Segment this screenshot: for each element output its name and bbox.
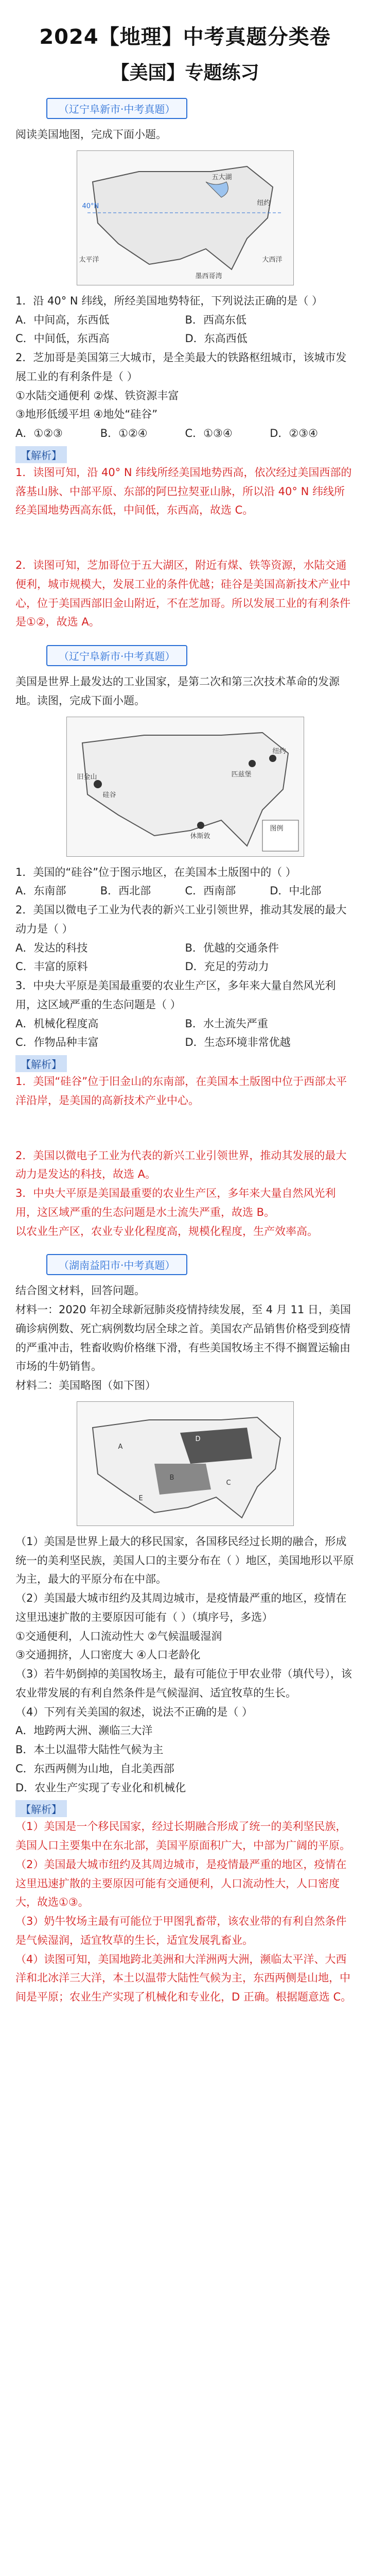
us-map-2 — [66, 717, 304, 857]
options-2-2b — [15, 957, 355, 976]
options-1-2c — [15, 424, 355, 443]
answer-2-2: 2．美国以微电子工业为代表的新兴工业引领世界，推动其发展的最大动力是发达的科技，故选 A。 — [15, 1149, 347, 1181]
answer-3-2: （2）美国最大城市纽约及其周边城市，是疫情最严重的地区，疫情在这里迅速扩散的主要原因可能有交通便利，人口流动性大，人口密度大，故选①③。 — [15, 1858, 347, 1909]
map-region-b: B — [169, 1473, 174, 1482]
option: D．农业生产实现了专业化和机械化 — [15, 1781, 186, 1794]
question-3-4: （4）下列有关美国的叙述，说法不正确的是（ ） — [15, 1705, 253, 1718]
option: B．水土流失严重 — [185, 1017, 268, 1030]
question-3 — [0, 1241, 370, 2007]
question-2-3: 3．中央大平原是美国最重要的农业生产区，多年来大量自然风光利用，这区域严重的生态问题是（ ） — [15, 979, 336, 1011]
answer-1-2: 2．读图可知，芝加哥位于五大湖区，附近有煤、铁等资源，水陆交通便利，城市规模大，发展工业的条件优越；硅谷是美国高新技术产业中心，位于美国西部旧金山附近，不在芝加哥。所以发展工业的有利条件是①②，故选 A。 — [15, 559, 350, 629]
us-industry-map — [67, 717, 304, 856]
map-label-newyork: 纽约 — [272, 747, 286, 755]
header — [0, 0, 370, 84]
options-1-2a: ①水陆交通便利 ②煤、铁资源丰富 — [15, 389, 179, 402]
us-map-3 — [77, 1401, 294, 1526]
option: D．东高西低 — [185, 332, 248, 345]
answer-1-1: 1．读图可知，沿 40° N 纬线所经美国地势西高，依次经过美国西部的落基山脉、中部平原、东部的阿巴拉契亚山脉，所以沿 40° N 纬线所经美国地势西高东低，中间低，东西高，故选 C。 — [15, 466, 352, 517]
map-label-lakes: 五大湖 — [212, 173, 232, 181]
map-region-d: D — [195, 1435, 201, 1443]
question-intro: 阅读美国地图，完成下面小题。 — [15, 128, 167, 141]
question-2-2: 2．美国以微电子工业为代表的新兴工业引领世界，推动其发展的最大动力是（ ） — [15, 904, 347, 935]
question-source: （辽宁阜新市·中考真题） — [46, 98, 187, 119]
option: B．①②④ — [100, 427, 148, 439]
options-1-1a — [15, 311, 355, 330]
option: C．①③④ — [185, 427, 233, 439]
map-label-houston: 休斯敦 — [190, 832, 210, 840]
option: C．东西两侧为山地，自北美西部 — [15, 1762, 174, 1775]
material-1: 材料一：2020 年初全球新冠肺炎疫情持续发展，至 4 月 11 日，美国确诊病例数、死亡病例数均居全球之首。美国农产品销售价格受到疫情的严重冲击，牲畜收购价格继下滑，有些美国牧场主不得不搁置运输由市场的牛奶销售。 — [15, 1303, 351, 1373]
answer-3-1: （1）美国是一个移民国家，经过长期融合形成了统一的美利坚民族，美国人口主要集中在东北部，美国平原面积广大，中部为广阔的平原。 — [15, 1820, 350, 1852]
map-region-a: A — [118, 1443, 123, 1451]
option: A．地跨两大洲、濒临三大洋 — [15, 1724, 153, 1737]
options-2-2a — [15, 939, 355, 958]
options-3-2b: ③交通拥挤，人口密度大 ④人口老龄化 — [15, 1649, 201, 1662]
answer-2-3: 3．中央大平原是美国最重要的农业生产区，多年来大量自然风光利用，这区域严重的生态问题是水土流失严重，故选 B。 — [15, 1187, 336, 1218]
question-2 — [0, 632, 370, 1241]
map-region-e: E — [138, 1494, 143, 1502]
option: B．西北部 — [100, 885, 151, 897]
question-2-1: 1．美国的“硅谷”位于图示地区，在美国本土版图中的（ ） — [15, 866, 296, 878]
question-3-3: （3）若牛奶倒掉的美国牧场主，最有可能位于甲农业带（填代号），该农业带发展的有利自然条件是气候湿润、适宜牧草的生长。 — [15, 1668, 352, 1699]
answer-2-note: 以农业生产区，农业专业化程度高，规模化程度，生产效率高。 — [15, 1225, 318, 1238]
options-2-1 — [15, 882, 355, 901]
map-label-pittsburgh: 匹兹堡 — [231, 770, 252, 778]
map-label-pacific: 太平洋 — [79, 256, 99, 264]
analysis-label: 【解析】 — [15, 1055, 67, 1072]
map-label-40n: 40°N — [82, 202, 99, 210]
option: A．中间高，东西低 — [15, 313, 110, 326]
option: C．中间低，东西高 — [15, 332, 110, 345]
question-3-2: （2）美国最大城市纽约及其周边城市，是疫情最严重的地区，疫情在这里迅速扩散的主要原因可能有（ ）（填序号，多选） — [15, 1592, 347, 1623]
question-intro: 结合图文材料，回答问题。 — [15, 1284, 145, 1297]
map-label-gulf: 墨西哥湾 — [195, 272, 222, 280]
option: D．生态环境非常优越 — [185, 1036, 291, 1049]
question-1 — [0, 84, 370, 632]
map-label-atlantic: 大西洋 — [262, 256, 283, 264]
page-title: 2024【地理】中考真题分类卷 — [39, 25, 331, 49]
map-region-c: C — [226, 1479, 231, 1487]
us-outline-map — [77, 151, 293, 285]
analysis-label: 【解析】 — [15, 1800, 67, 1817]
question-source: （湖南益阳市·中考真题） — [46, 1254, 187, 1275]
question-1-2: 2．芝加哥是美国第三大城市，是全美最大的铁路枢纽城市，该城市发展工业的有利条件是（ ） — [15, 351, 347, 383]
answer-2-1: 1．美国“硅谷”位于旧金山的东南部，在美国本土版图中位于西部太平洋沿岸，是美国的高新技术产业中心。 — [15, 1075, 347, 1107]
option: D．充足的劳动力 — [185, 960, 269, 973]
question-3-1: （1）美国是世界上最大的移民国家，各国移民经过长期的融合，形成统一的美利坚民族，美国人口的主要分布在（ ）地区，美国地形以平原为主，最大的平原分布在中部。 — [15, 1535, 354, 1586]
options-2-3a — [15, 1014, 355, 1033]
option: B．西高东低 — [185, 313, 246, 326]
analysis-label: 【解析】 — [15, 446, 67, 463]
option: A．①②③ — [15, 427, 63, 439]
map-legend-label: 图例 — [270, 824, 284, 833]
option: C．西南部 — [185, 885, 236, 897]
option: C．作物品种丰富 — [15, 1036, 99, 1049]
option: B．本土以温带大陆性气候为主 — [15, 1743, 164, 1756]
answer-3-3: （3）奶牛牧场主最有可能位于甲图乳畜带，该农业带的有利自然条件是气候湿润，适宜牧草的生长，适宜发展乳畜业。 — [15, 1915, 347, 1946]
page-subtitle: 【美国】专题练习 — [111, 62, 259, 83]
question-intro: 美国是世界上最发达的工业国家，是第二次和第三次技术革命的发源地。读图，完成下面小题。 — [15, 675, 340, 707]
map-label-siliconvalley: 硅谷 — [102, 791, 116, 799]
option: B．优越的交通条件 — [185, 941, 279, 954]
options-1-1b — [15, 329, 355, 348]
options-1-2b: ③地形低缓平坦 ④地处“硅谷” — [15, 408, 158, 421]
option: D．中北部 — [270, 885, 322, 897]
options-3-2a: ①交通便利，人口流动性大 ②气候温暖湿润 — [15, 1630, 222, 1642]
option: A．发达的科技 — [15, 941, 88, 954]
map-label-sanfrancisco: 旧金山 — [77, 773, 97, 781]
us-map-1 — [77, 150, 294, 285]
material-2: 材料二：美国略图（如下图） — [15, 1379, 156, 1392]
option: D．②③④ — [270, 427, 318, 439]
question-1-1: 1．沿 40° N 纬线，所经美国地势特征，下列说法正确的是（ ） — [15, 294, 323, 307]
option: C．丰富的原料 — [15, 960, 88, 973]
options-2-3b — [15, 1033, 355, 1052]
option: A．东南部 — [15, 885, 66, 897]
us-agriculture-map — [77, 1402, 293, 1526]
option: A．机械化程度高 — [15, 1017, 99, 1030]
question-source: （辽宁阜新市·中考真题） — [46, 645, 187, 666]
answer-3-4: （4）读图可知，美国地跨北美洲和大洋洲两大洲，濒临太平洋、大西洋和北冰洋三大洋，本土以温带大陆性气候为主，东西两侧是山地，中间是平原；农业生产实现了机械化和专业化，D 正确。根据题意选 C。 — [15, 1953, 352, 2003]
map-label-newyork: 纽约 — [257, 199, 271, 207]
